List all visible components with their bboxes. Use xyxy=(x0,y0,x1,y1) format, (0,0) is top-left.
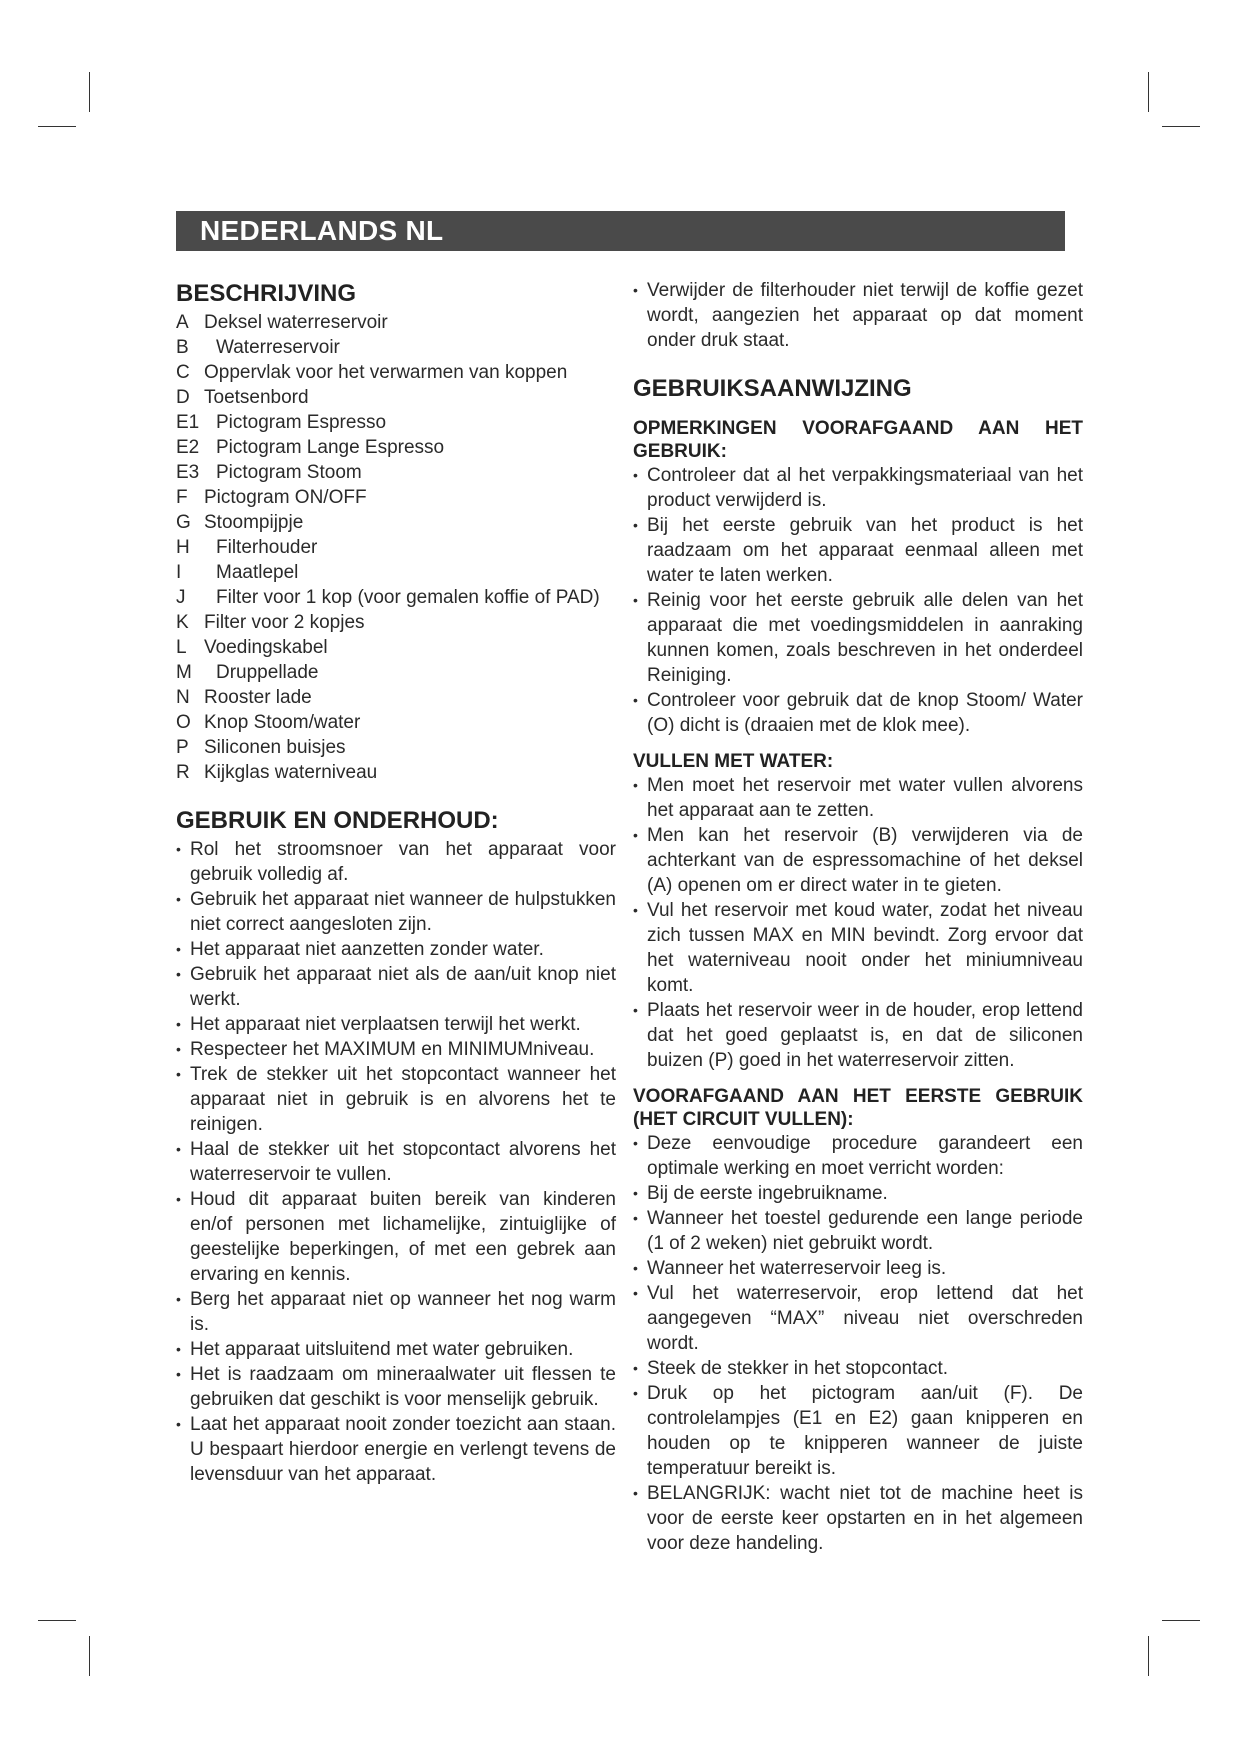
opmerkingen-list xyxy=(633,463,1083,738)
part-code: K xyxy=(176,612,189,633)
list-item: • Controleer voor gebruik dat de knop Stoom/ Water (O) dicht is (draaien met de klok mee). xyxy=(633,688,1083,738)
part-label: Filter voor 1 kop (voor gemalen koffie of PAD) xyxy=(216,587,600,608)
list-item xyxy=(176,735,616,760)
part-code: E1 xyxy=(176,412,200,433)
gebruik-heading: GEBRUIK EN ONDERHOUD: xyxy=(176,807,499,834)
part-code: M xyxy=(176,662,192,683)
list-item xyxy=(176,535,616,560)
part-code: E3 xyxy=(176,462,200,483)
list-item xyxy=(176,760,616,785)
list-item xyxy=(176,335,616,360)
language-header: NEDERLANDS NL xyxy=(176,211,1065,251)
parts-list xyxy=(176,310,616,785)
part-label: Voedingskabel xyxy=(204,637,328,658)
part-label: Toetsenbord xyxy=(204,387,309,408)
part-code: A xyxy=(176,312,189,333)
part-code: F xyxy=(176,487,188,508)
part-label: Kijkglas waterniveau xyxy=(204,762,378,783)
list-item: • Verwijder de filterhouder niet terwijl de koffie gezet wordt, aangezien het apparaat op dat moment onder druk staat. xyxy=(633,278,1083,353)
list-item xyxy=(176,485,616,510)
list-item xyxy=(176,410,616,435)
part-code: I xyxy=(176,562,182,583)
list-item: • Reinig voor het eerste gebruik alle delen van het apparaat die met voedingsmiddelen in aanraking kunnen komen, zoals beschreven in het onderdeel Reiniging. xyxy=(633,588,1083,688)
crop-mark xyxy=(38,126,76,127)
list-item: • Wanneer het toestel gedurende een lange periode (1 of 2 weken) niet gebruikt wordt. xyxy=(633,1206,1083,1256)
list-item: • Trek de stekker uit het stopcontact wanneer het apparaat niet in gebruik is en alvorens het te reinigen. xyxy=(176,1062,616,1137)
vullen-heading: VULLEN MET WATER: xyxy=(633,751,834,772)
beschrijving-heading: BESCHRIJVING xyxy=(176,280,357,307)
part-code: L xyxy=(176,637,187,658)
list-item: • Gebruik het apparaat niet als de aan/uit knop niet werkt. xyxy=(176,962,616,1012)
part-code: O xyxy=(176,712,191,733)
list-item: • Vul het reservoir met koud water, zodat het niveau zich tussen MAX en MIN bevindt. Zorg ervoor dat het waterniveau nooit onder het miniumniveau komt. xyxy=(633,898,1083,998)
voorafgaand-list xyxy=(633,1131,1083,1556)
list-item xyxy=(176,310,616,335)
list-item xyxy=(176,585,616,610)
part-label: Filter voor 2 kopjes xyxy=(204,612,365,633)
part-label: Oppervlak voor het verwarmen van koppen xyxy=(204,362,568,383)
left-column xyxy=(176,278,616,1487)
gebruiksaanwijzing-heading: GEBRUIKSAANWIJZING xyxy=(633,375,912,402)
list-item: • Respecteer het MAXIMUM en MINIMUMniveau. xyxy=(176,1037,616,1062)
part-code: C xyxy=(176,362,190,383)
list-item: • Deze eenvoudige procedure garandeert een optimale werking en moet verricht worden: xyxy=(633,1131,1083,1181)
list-item xyxy=(176,660,616,685)
part-label: Filterhouder xyxy=(216,537,318,558)
part-label: Rooster lade xyxy=(204,687,312,708)
part-code: E2 xyxy=(176,437,200,458)
list-item: • Laat het apparaat nooit zonder toezicht aan staan. U bespaart hierdoor energie en verlengt tevens de levensduur van het apparaat. xyxy=(176,1412,616,1487)
list-item xyxy=(176,460,616,485)
part-label: Waterreservoir xyxy=(216,337,340,358)
part-code: P xyxy=(176,737,189,758)
crop-mark xyxy=(1148,72,1149,112)
list-item: • Het apparaat niet verplaatsen terwijl het werkt. xyxy=(176,1012,616,1037)
part-code: D xyxy=(176,387,190,408)
part-label: Pictogram Stoom xyxy=(216,462,362,483)
vullen-list xyxy=(633,773,1083,1073)
list-item: • Haal de stekker uit het stopcontact alvorens het waterreservoir te vullen. xyxy=(176,1137,616,1187)
part-label: Maatlepel xyxy=(216,562,299,583)
list-item xyxy=(176,510,616,535)
list-item xyxy=(176,710,616,735)
list-item: • Rol het stroomsnoer van het apparaat voor gebruik volledig af. xyxy=(176,837,616,887)
part-label: Druppellade xyxy=(216,662,319,683)
part-code: R xyxy=(176,762,190,783)
list-item: • Het apparaat niet aanzetten zonder water. xyxy=(176,937,616,962)
list-item: • Bij het eerste gebruik van het product is het raadzaam om het apparaat eenmaal alleen met water te laten werken. xyxy=(633,513,1083,588)
part-code: G xyxy=(176,512,191,533)
part-label: Deksel waterreservoir xyxy=(204,312,388,333)
list-item: • Wanneer het waterreservoir leeg is. xyxy=(633,1256,1083,1281)
list-item xyxy=(176,435,616,460)
crop-mark xyxy=(89,72,90,112)
part-code: H xyxy=(176,537,190,558)
list-item xyxy=(176,360,616,385)
list-item: • Controleer dat al het verpakkingsmateriaal van het product verwijderd is. xyxy=(633,463,1083,513)
voorafgaand-heading: VOORAFGAAND AAN HET EERSTE GEBRUIK (HET CIRCUIT VULLEN): xyxy=(633,1086,1083,1130)
part-code: N xyxy=(176,687,190,708)
list-item: • Gebruik het apparaat niet wanneer de hulpstukken niet correct aangesloten zijn. xyxy=(176,887,616,937)
crop-mark xyxy=(38,1620,76,1621)
part-label: Siliconen buisjes xyxy=(204,737,346,758)
list-item: • Men kan het reservoir (B) verwijderen via de achterkant van de espressomachine of het deksel (A) openen om er direct water in te gieten. xyxy=(633,823,1083,898)
part-code: B xyxy=(176,337,189,358)
right-column xyxy=(633,278,1083,1556)
intro-list xyxy=(633,278,1083,353)
list-item: • Steek de stekker in het stopcontact. xyxy=(633,1356,1083,1381)
crop-mark xyxy=(1162,126,1200,127)
list-item xyxy=(176,685,616,710)
crop-mark xyxy=(89,1636,90,1676)
list-item: • Vul het waterreservoir, erop lettend dat het aangegeven “MAX” niveau niet overschreden wordt. xyxy=(633,1281,1083,1356)
list-item: • Plaats het reservoir weer in de houder, erop lettend dat het goed geplaatst is, en dat de siliconen buizen (P) goed in het waterreservoir zitten. xyxy=(633,998,1083,1073)
part-label: Pictogram Espresso xyxy=(216,412,387,433)
list-item xyxy=(176,385,616,410)
list-item xyxy=(176,560,616,585)
list-item: • Druk op het pictogram aan/uit (F). De controlelampjes (E1 en E2) gaan knipperen en houden op te knipperen wanneer de juiste temperatuur bereikt is. xyxy=(633,1381,1083,1481)
list-item: • Houd dit apparaat buiten bereik van kinderen en/of personen met lichamelijke, zintuiglijke of geestelijke beperkingen, of met een gebrek aan ervaring en kennis. xyxy=(176,1187,616,1287)
part-code: J xyxy=(176,587,186,608)
part-label: Stoompijpje xyxy=(204,512,304,533)
part-label: Pictogram Lange Espresso xyxy=(216,437,445,458)
list-item: • Het is raadzaam om mineraalwater uit flessen te gebruiken dat geschikt is voor menselijk gebruik. xyxy=(176,1362,616,1412)
list-item xyxy=(176,635,616,660)
gebruik-list xyxy=(176,837,616,1487)
crop-mark xyxy=(1148,1636,1149,1676)
list-item: • Bij de eerste ingebruikname. xyxy=(633,1181,1083,1206)
part-label: Pictogram ON/OFF xyxy=(204,487,367,508)
list-item: • BELANGRIJK: wacht niet tot de machine heet is voor de eerste keer opstarten en in het algemeen voor deze handeling. xyxy=(633,1481,1083,1556)
list-item: • Berg het apparaat niet op wanneer het nog warm is. xyxy=(176,1287,616,1337)
list-item: • Het apparaat uitsluitend met water gebruiken. xyxy=(176,1337,616,1362)
crop-mark xyxy=(1162,1620,1200,1621)
list-item: • Men moet het reservoir met water vullen alvorens het apparaat aan te zetten. xyxy=(633,773,1083,823)
opmerkingen-heading: OPMERKINGEN VOORAFGAAND AAN HET GEBRUIK: xyxy=(633,418,1083,462)
list-item xyxy=(176,610,616,635)
part-label: Knop Stoom/water xyxy=(204,712,361,733)
